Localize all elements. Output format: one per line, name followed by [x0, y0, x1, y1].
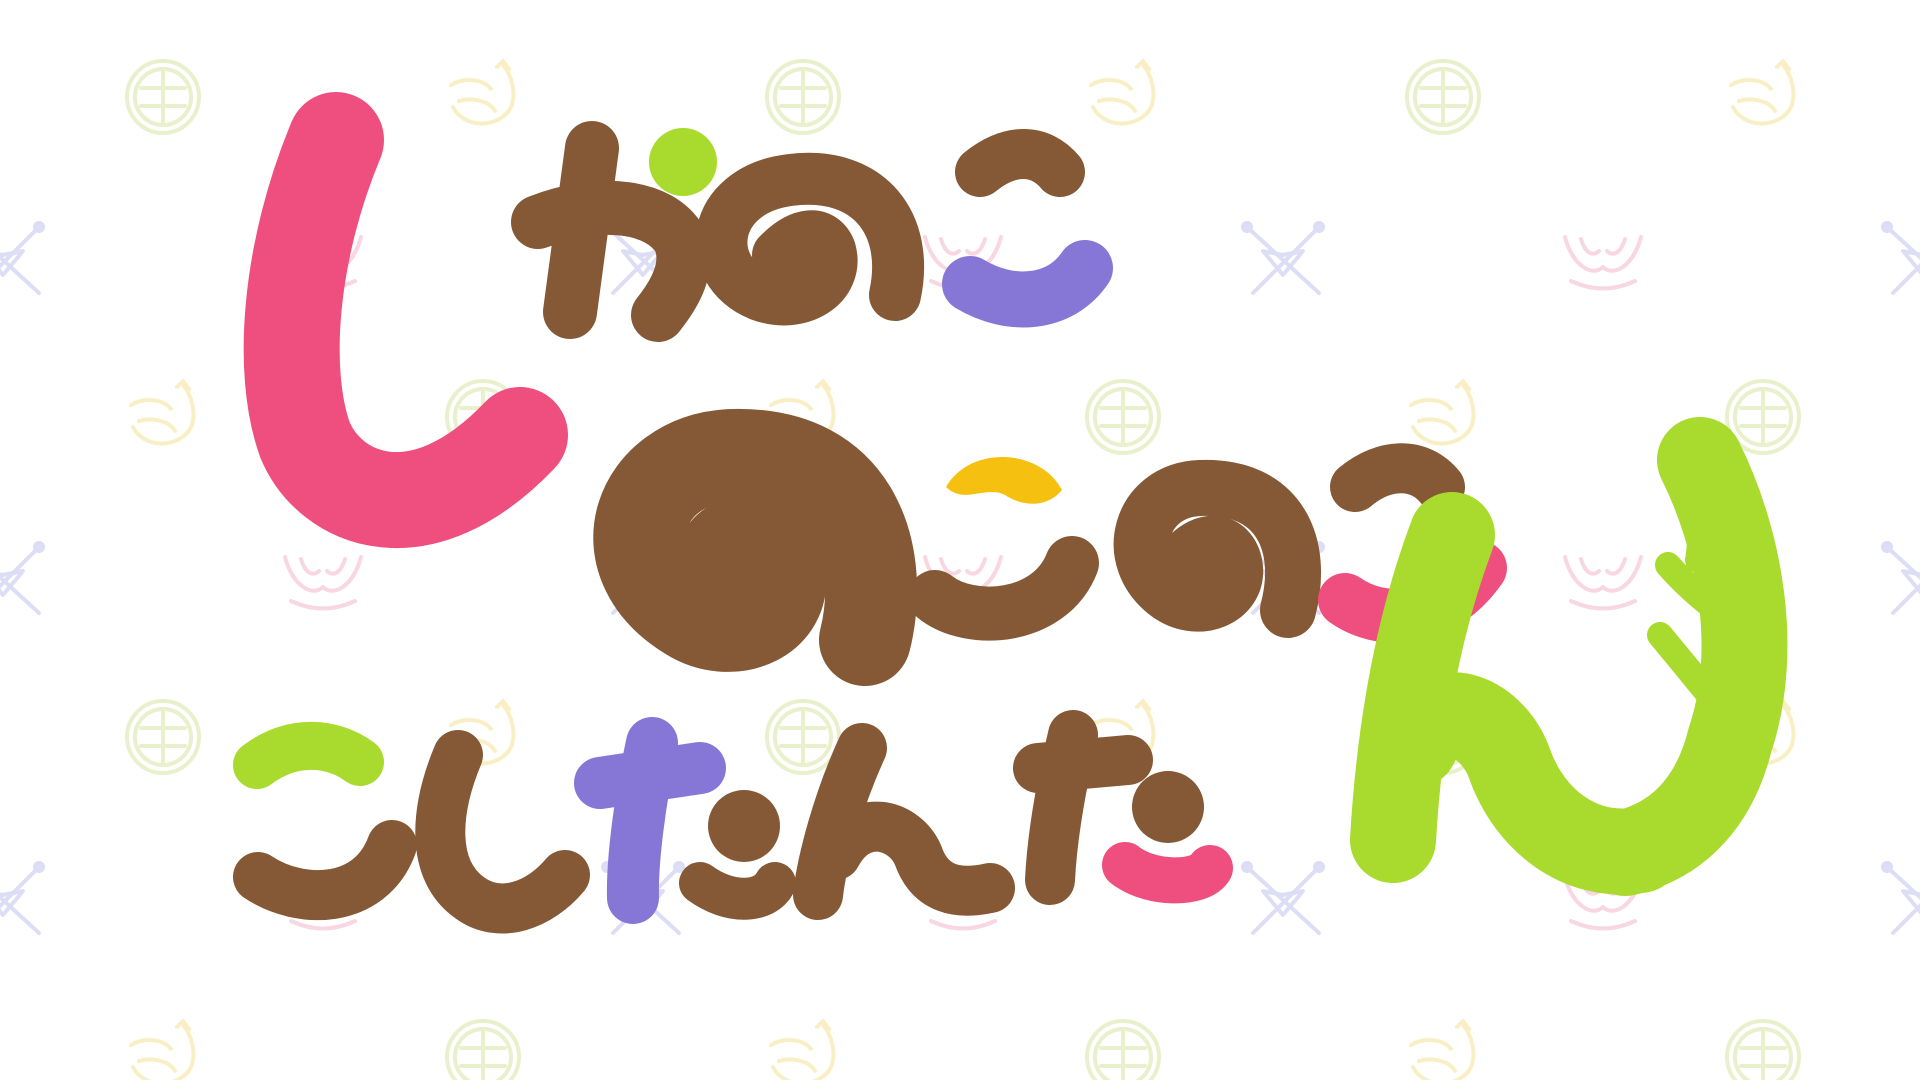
- glyph-ka: [538, 128, 717, 315]
- glyph-n-small: [818, 748, 990, 895]
- glyph-no-1: [721, 179, 898, 300]
- ta-1-dot: [708, 790, 780, 862]
- glyph-no-2: [639, 455, 871, 640]
- glyph-ta-1: [600, 743, 780, 899]
- ta-2-dot: [1132, 771, 1204, 843]
- glyph-n-large: [1393, 455, 1744, 853]
- glyph-ta-2: [1038, 735, 1210, 880]
- ka-dakuten-dot: [649, 128, 717, 196]
- glyph-ko-4: [257, 746, 392, 895]
- glyph-shi: [292, 140, 520, 500]
- glyph-ko-2: [935, 457, 1072, 614]
- glyph-no-3: [1142, 488, 1293, 610]
- glyph-shi-2: [440, 755, 565, 908]
- glyph-ko-1: [970, 154, 1085, 299]
